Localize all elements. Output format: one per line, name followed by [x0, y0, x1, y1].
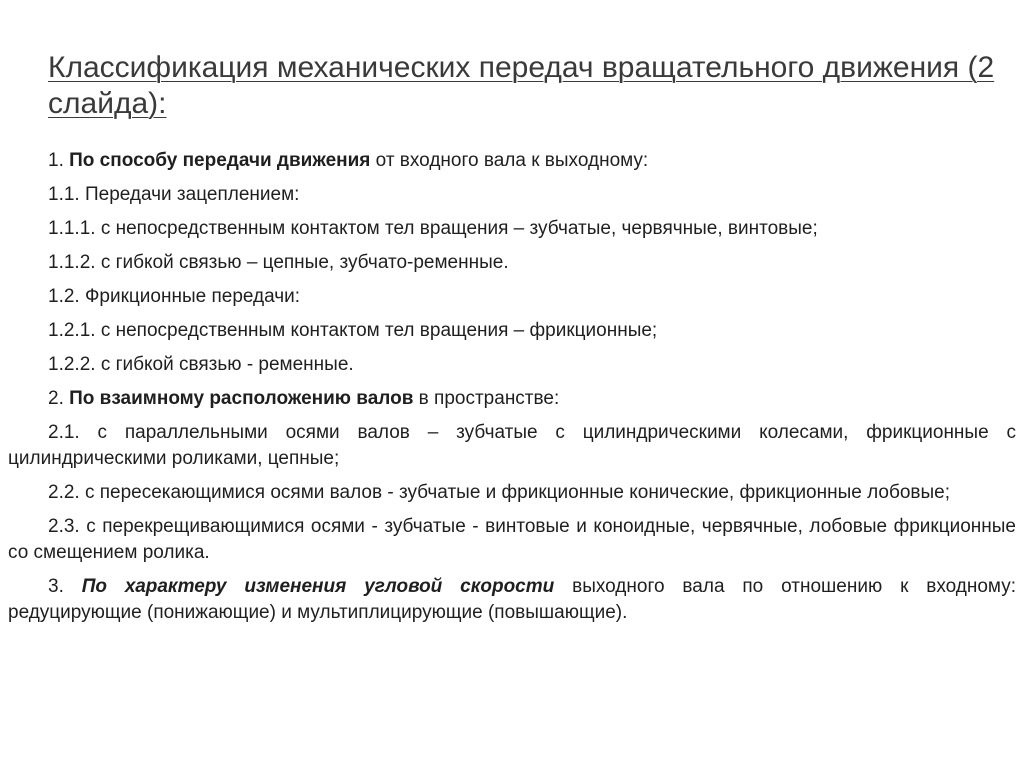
list-item-1-1	[8, 182, 1016, 208]
item-text: 1.1. Передачи зацеплением:	[48, 184, 300, 205]
item-text: 1.2.1. с непосредственным контактом тел вращения – фрикционные;	[48, 320, 658, 341]
list-item-2	[8, 386, 1016, 412]
item-text: 1.2. Фрикционные передачи:	[48, 286, 301, 307]
list-item-3	[8, 574, 1016, 626]
list-item-1	[8, 148, 1016, 174]
item-text: 1.1.1. с непосредственным контактом тел вращения – зубчатые, червячные, винтовые;	[48, 218, 818, 239]
list-item-2-3	[8, 514, 1016, 566]
slide-body	[8, 148, 1016, 634]
list-item-2-2	[8, 480, 1016, 506]
list-item-1-2-2	[8, 352, 1016, 378]
item-bold: По взаимному расположению валов	[69, 388, 414, 409]
item-bold: По способу передачи движения	[69, 150, 371, 171]
item-bold-italic-text: По характеру изменения угловой скорости	[81, 576, 555, 597]
item-text: 2.3. с перекрещивающимися осями - зубчатые - винтовые и коноидные, червячные, лобовые фрикционные со смещением ролика.	[8, 516, 1016, 563]
list-item-1-1-2	[8, 250, 1016, 276]
item-prefix: 1.	[48, 150, 70, 171]
item-suffix: в пространстве:	[413, 388, 560, 409]
list-item-1-2-1	[8, 318, 1016, 344]
item-text: 1.2.2. с гибкой связью - ременные.	[48, 354, 354, 375]
slide-title: Классификация механических передач вращательного движения (2 слайда):	[48, 51, 995, 120]
item-prefix: 2.	[48, 388, 70, 409]
list-item-1-1-1	[8, 216, 1016, 242]
list-item-2-1	[8, 420, 1016, 472]
item-suffix: от входного вала к выходному:	[370, 150, 649, 171]
item-text: 2.2. с пересекающимися осями валов - зубчатые и фрикционные конические, фрикционные лобовые;	[48, 482, 951, 503]
item-prefix: 3.	[48, 576, 82, 597]
item-text: 2.1. с параллельными осями валов – зубчатые с цилиндрическими колесами, фрикционные с цилиндрическими роликами, цепные;	[8, 422, 1016, 469]
item-text: 1.1.2. с гибкой связью – цепные, зубчато-ременные.	[48, 252, 509, 273]
item-suffix: выходного вала по отношению к входному: редуцирующие (понижающие) и мультиплицирующие (повышающие).	[8, 576, 1016, 623]
list-item-1-2	[8, 284, 1016, 310]
item-bold-italic	[82, 576, 555, 597]
